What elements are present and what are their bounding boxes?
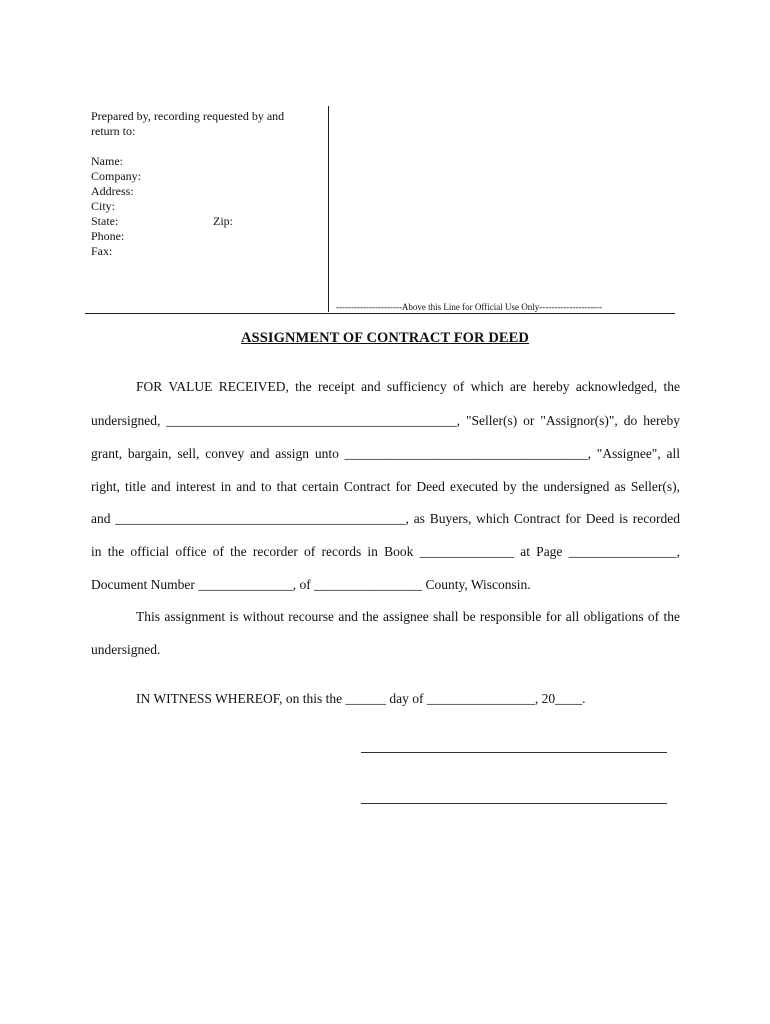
- body-line-4: right, title and interest in and to that certain Contract for Deed executed by the undersigned as Seller(s),: [91, 479, 680, 494]
- signature-line-1: [361, 752, 667, 753]
- name-label: Name:: [91, 154, 123, 168]
- zip-label: Zip:: [213, 214, 233, 228]
- fax-label: Fax:: [91, 244, 113, 258]
- body-line-3: grant, bargain, sell, convey and assign unto ____________________________________, "Assignee", all: [91, 446, 680, 461]
- prepared-by-line-2: return to:: [91, 124, 136, 138]
- body-line-2: undersigned, ___________________________________________, "Seller(s) or "Assignor(s)", do hereby: [91, 413, 680, 428]
- witness-line: IN WITNESS WHEREOF, on this the ______ day of ________________, 20____.: [136, 691, 586, 706]
- prepared-by-line-1: Prepared by, recording requested by and: [91, 109, 285, 123]
- body-line-9: undersigned.: [91, 642, 161, 657]
- body-line-7: Document Number ______________, of ________________ County, Wisconsin.: [91, 577, 531, 592]
- document-title: ASSIGNMENT OF CONTRACT FOR DEED: [240, 330, 530, 346]
- state-label: State:: [91, 214, 119, 228]
- address-label: Address:: [91, 184, 134, 198]
- city-label: City:: [91, 199, 116, 213]
- body-line-6: in the official office of the recorder of records in Book ______________ at Page ________________,: [91, 544, 680, 559]
- vertical-divider: [328, 106, 329, 312]
- phone-label: Phone:: [91, 229, 125, 243]
- prepared-by-block: [91, 109, 321, 259]
- body-line-5: and ___________________________________________, as Buyers, which Contract for Deed is recorded: [91, 511, 680, 526]
- body-line-8: This assignment is without recourse and the assignee shall be responsible for all obligations of the: [136, 609, 680, 624]
- company-label: Company:: [91, 169, 141, 183]
- official-use-line: ----------------------Above this Line for Official Use Only---------------------: [336, 302, 603, 312]
- signature-line-2: [361, 803, 667, 804]
- horizontal-divider: [85, 313, 675, 314]
- body-line-1: FOR VALUE RECEIVED, the receipt and sufficiency of which are hereby acknowledged, the: [136, 379, 680, 394]
